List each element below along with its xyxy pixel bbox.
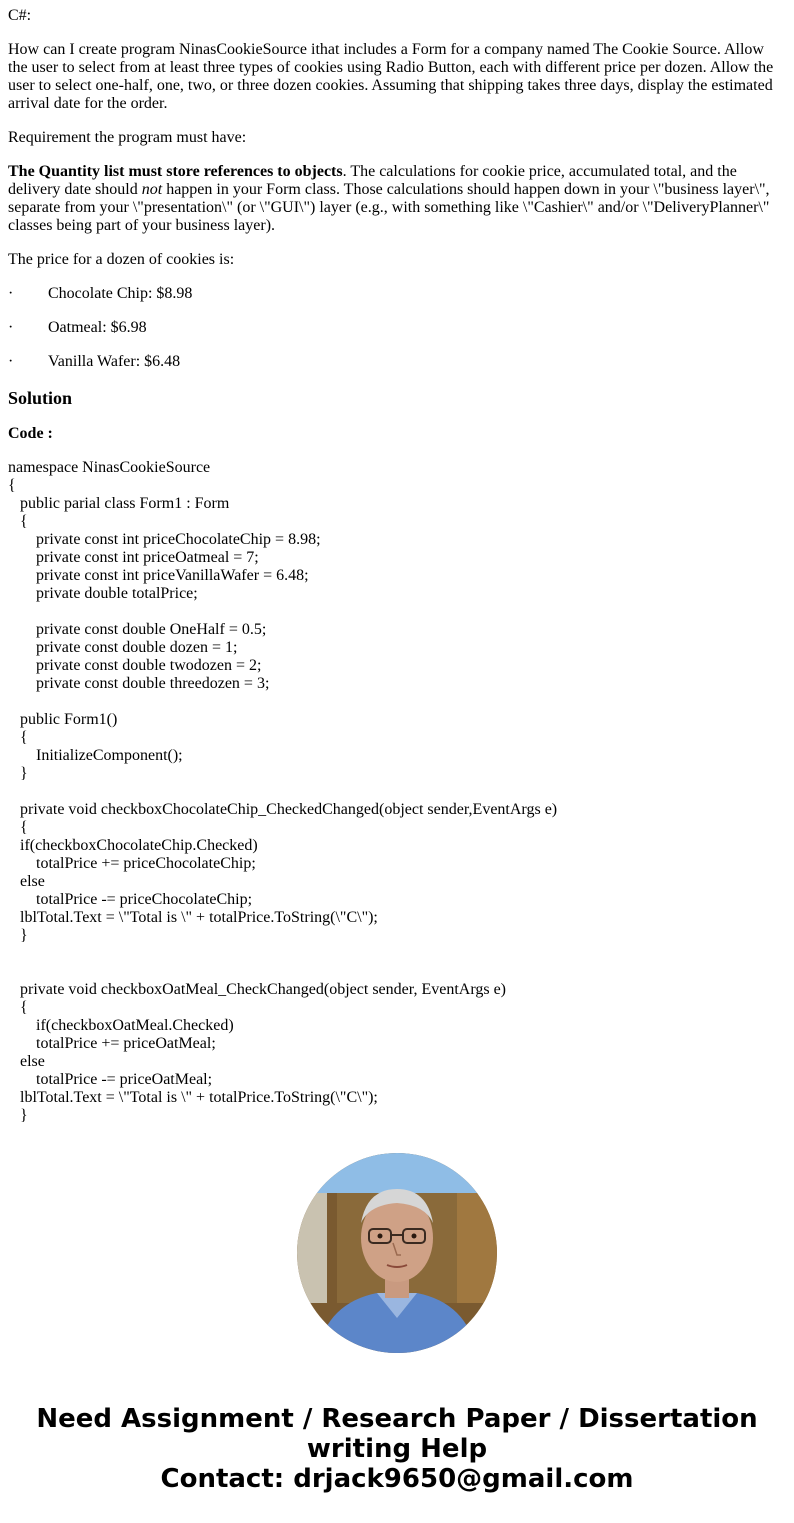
code-line: private void checkboxOatMeal_CheckChanged(object sender, EventArgs e) [8,981,507,998]
code-line: private const double dozen = 1; [8,639,238,656]
code-line: { [8,729,28,746]
code-line: { [8,477,16,494]
code-line: totalPrice -= priceChocolateChip; [8,891,253,908]
code-line: public Form1() [8,711,118,728]
code-line: totalPrice += priceOatMeal; [8,1035,216,1052]
code-line: } [8,1107,28,1124]
code-line [8,963,778,981]
question-content [8,7,778,1125]
solution-heading: Solution [8,388,73,408]
code-line: private const double twodozen = 2; [8,657,262,674]
price-item [8,285,778,303]
code-line: private const int priceChocolateChip = 8.98; [8,531,321,548]
code-line: public parial class Form1 : Form [8,495,230,512]
code-line: InitializeComponent(); [8,747,183,764]
code-line: } [8,765,28,782]
code-line: lblTotal.Text = \"Total is \" + totalPrice.ToString(\"C\"); [8,909,378,926]
price-item-text: Vanilla Wafer: $6.48 [48,353,181,370]
code-line: totalPrice += priceChocolateChip; [8,855,256,872]
code-line: totalPrice -= priceOatMeal; [8,1071,213,1088]
footer-line-1: Need Assignment / Research Paper / Dissertation [36,1404,758,1434]
code-block [8,459,778,1125]
code-line: private void checkboxChocolateChip_CheckedChanged(object sender,EventArgs e) [8,801,558,818]
code-line: { [8,819,28,836]
requirement-italic: not [141,181,163,198]
language-label: C#: [8,7,32,24]
requirement-part-2: happen in your Form class. Those calculations should happen down in your \"business layer\", separate from your \"presentation\" (or \"GUI\") layer (e.g., with something like \"Cashier\" and/or \"DeliveryPlanner\" classes being part of your business layer). [8,181,770,234]
code-line: if(checkboxChocolateChip.Checked) [8,837,258,854]
code-line [8,945,778,963]
code-line: if(checkboxOatMeal.Checked) [8,1017,234,1034]
code-line: private double totalPrice; [8,585,198,602]
price-item-text: Chocolate Chip: $8.98 [48,285,193,302]
requirement-heading: Requirement the program must have: [8,129,247,146]
code-line: lblTotal.Text = \"Total is \" + totalPrice.ToString(\"C\"); [8,1089,378,1106]
footer-line-2: writing Help [306,1434,488,1464]
price-item [8,319,778,337]
footer-contact: Contact: drjack9650@gmail.com [160,1464,634,1494]
bullet-dot: · [8,319,14,336]
code-line [8,603,778,621]
author-photo [297,1153,497,1353]
price-heading: The price for a dozen of cookies is: [8,251,235,268]
price-item-text: Oatmeal: $6.98 [48,319,147,336]
requirement-text [8,163,778,235]
footer-banner [0,1404,794,1494]
code-line: else [8,873,45,890]
code-line: { [8,513,28,530]
code-label-text: Code : [8,425,53,442]
code-line: private const double threedozen = 3; [8,675,270,692]
code-line: private const int priceOatmeal = 7; [8,549,259,566]
code-line: else [8,1053,45,1070]
price-item [8,353,778,371]
portrait-image [297,1153,497,1353]
code-label [8,425,778,443]
code-line [8,693,778,711]
code-line [8,783,778,801]
code-line: private const double OneHalf = 0.5; [8,621,267,638]
bullet-dot: · [8,285,14,302]
question-intro: How can I create program NinasCookieSource ithat includes a Form for a company named The Cookie Source. Allow the user to select from at least three types of cookies using Radio Button, each with different price per dozen. Allow the user to select one-half, one, two, or three dozen cookies. Assuming that shipping takes three days, display the estimated arrival date for the order. [8,41,774,112]
bullet-dot: · [8,353,14,370]
code-line: { [8,999,28,1016]
code-line: namespace NinasCookieSource [8,459,211,476]
code-line: } [8,927,28,944]
requirement-bold: The Quantity list must store references to objects [8,163,343,180]
requirement-part-1: . The calculations for cookie price, accumulated total, and the delivery date should [8,163,737,198]
code-line: private const int priceVanillaWafer = 6.48; [8,567,309,584]
